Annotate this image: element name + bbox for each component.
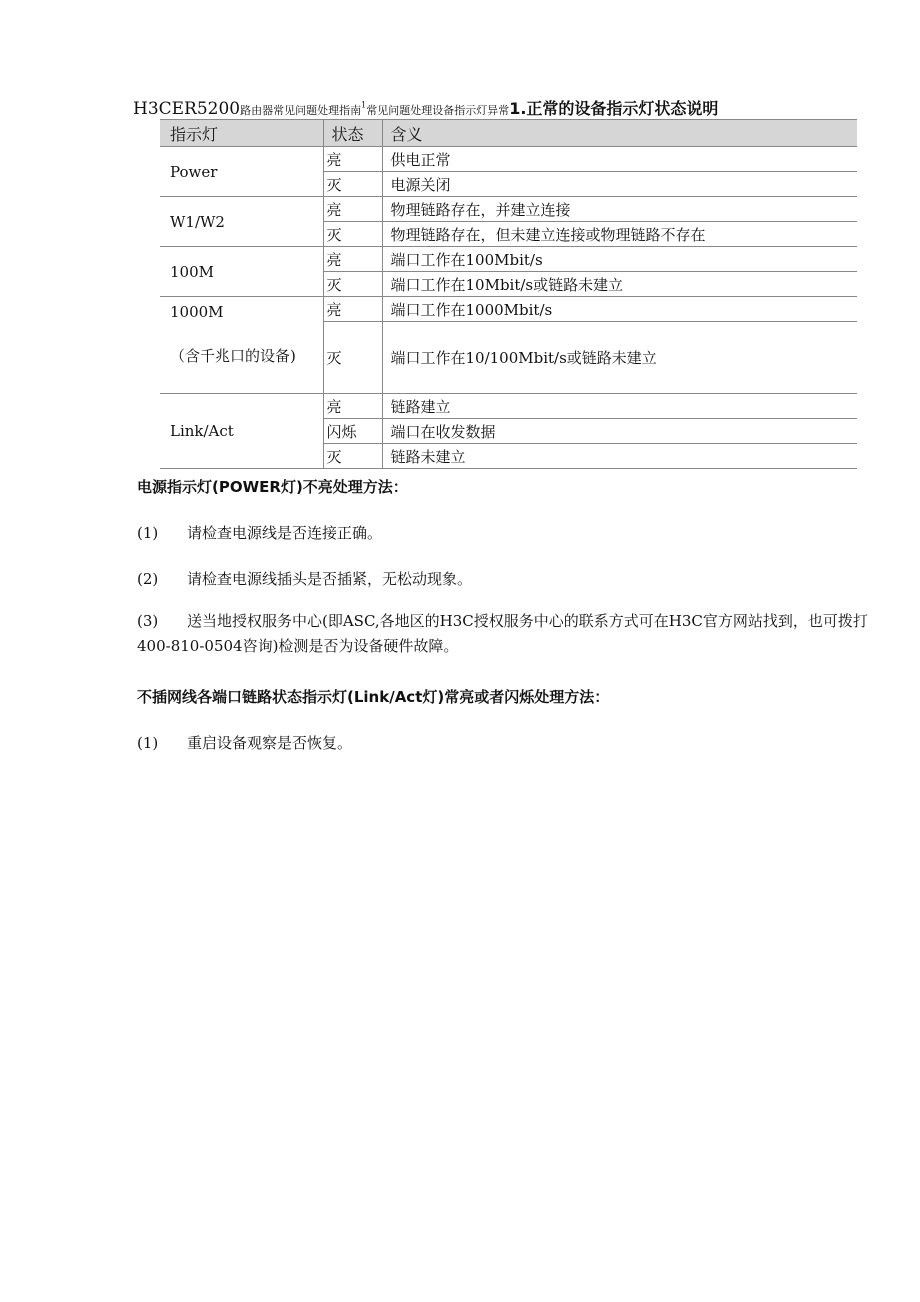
meaning-cell: 链路建立 — [382, 394, 857, 419]
item-number: (1) — [137, 734, 159, 752]
link-section-heading: 不插网线各端口链路状态指示灯(Link/Act灯)常亮或者闪烁处理方法： — [137, 688, 610, 706]
state-cell: 亮 — [323, 394, 382, 419]
meaning-cell: 物理链路存在，并建立连接 — [382, 197, 857, 222]
meaning-cell: 供电正常 — [382, 147, 857, 172]
header-state: 状态 — [323, 120, 382, 147]
indicator-name: 100M — [160, 247, 323, 297]
section-heading: 1.正常的设备指示灯状态说明 — [509, 99, 719, 118]
list-item — [137, 609, 885, 659]
meaning-cell: 链路未建立 — [382, 444, 857, 469]
table-header — [160, 120, 857, 147]
table-row — [160, 147, 857, 172]
item-number: (2) — [137, 570, 159, 588]
state-cell: 灭 — [323, 322, 382, 394]
meaning-cell: 端口工作在10Mbit/s或链路未建立 — [382, 272, 857, 297]
state-cell: 闪烁 — [323, 419, 382, 444]
state-cell: 灭 — [323, 444, 382, 469]
state-cell: 灭 — [323, 222, 382, 247]
document-title — [133, 96, 718, 119]
indicator-name — [160, 297, 323, 394]
item-text: 重启设备观察是否恢复。 — [187, 734, 353, 752]
item-text: 送当地授权服务中心(即ASC,各地区的H3C授权服务中心的联系方式可在H3C官方网站找到，也可拨打400-810-0504咨询)检测是否为设备硬件故障。 — [137, 612, 868, 655]
item-number: (3) — [137, 612, 159, 630]
header-meaning: 含义 — [382, 120, 857, 147]
state-cell: 亮 — [323, 197, 382, 222]
indicator-name: Power — [160, 147, 323, 197]
indicator-name-line2: （含千兆口的设备) — [170, 347, 296, 365]
item-number: (1) — [137, 524, 159, 542]
state-cell: 灭 — [323, 172, 382, 197]
indicator-name-line1: 1000M — [170, 303, 224, 321]
table-row — [160, 394, 857, 419]
meaning-cell: 端口工作在10/100Mbit/s或链路未建立 — [382, 322, 857, 394]
state-cell: 亮 — [323, 247, 382, 272]
state-cell: 亮 — [323, 147, 382, 172]
subtitle: 路由器常见问题处理指南 — [240, 104, 362, 117]
meaning-cell: 物理链路存在，但未建立连接或物理链路不存在 — [382, 222, 857, 247]
model-name: H3CER5200 — [133, 99, 241, 119]
meaning-cell: 端口在收发数据 — [382, 419, 857, 444]
list-item — [137, 522, 382, 543]
table-row — [160, 297, 857, 322]
meaning-cell: 端口工作在100Mbit/s — [382, 247, 857, 272]
list-item — [137, 732, 352, 753]
subtitle-2: 常见问题处理设备指示灯异常 — [366, 104, 510, 117]
table-row — [160, 247, 857, 272]
item-text: 请检查电源线插头是否插紧，无松动现象。 — [187, 570, 473, 588]
footnote-mark: 1 — [361, 100, 367, 110]
meaning-cell: 端口工作在1000Mbit/s — [382, 297, 857, 322]
indicator-table — [160, 119, 857, 469]
item-text: 请检查电源线是否连接正确。 — [187, 524, 383, 542]
indicator-name: Link/Act — [160, 394, 323, 469]
state-cell: 亮 — [323, 297, 382, 322]
list-item — [137, 568, 472, 589]
header-indicator: 指示灯 — [160, 120, 323, 147]
table-row — [160, 197, 857, 222]
indicator-name: W1/W2 — [160, 197, 323, 247]
state-cell: 灭 — [323, 272, 382, 297]
meaning-cell: 电源关闭 — [382, 172, 857, 197]
power-section-heading: 电源指示灯(POWER灯)不亮处理方法： — [137, 478, 408, 496]
